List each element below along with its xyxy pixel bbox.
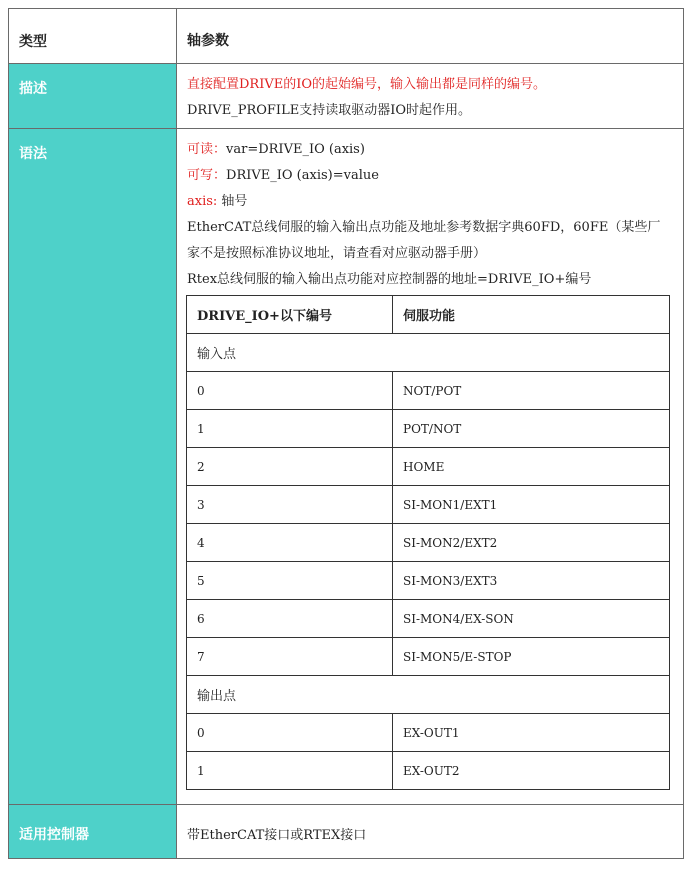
input-section-label: 输入点 (187, 334, 670, 372)
label-description: 描述 (9, 64, 177, 129)
io-function: EX-OUT1 (393, 714, 670, 752)
label-syntax: 语法 (9, 129, 177, 805)
row-controllers (9, 805, 684, 859)
description-line-2: DRIVE_PROFILE支持读取驱动器IO时起作用。 (187, 103, 471, 118)
io-mapping-table (186, 295, 670, 790)
io-number: 4 (187, 524, 393, 562)
io-function: SI-MON4/EX-SON (393, 600, 670, 638)
write-text: DRIVE_IO (axis)=value (226, 168, 379, 183)
io-function: HOME (393, 448, 670, 486)
col-header-number: DRIVE_IO+以下编号 (187, 296, 393, 334)
io-function: SI-MON1/EXT1 (393, 486, 670, 524)
table-row (187, 486, 670, 524)
row-type (9, 9, 684, 64)
output-section-row (187, 676, 670, 714)
io-number: 1 (187, 752, 393, 790)
table-row (187, 524, 670, 562)
col-header-function: 伺服功能 (393, 296, 670, 334)
io-number: 0 (187, 372, 393, 410)
syntax-write (187, 163, 673, 189)
row-description (9, 64, 684, 129)
row-syntax (9, 129, 684, 805)
io-table-header (187, 296, 670, 334)
ethercat-note: EtherCAT总线伺服的输入输出点功能及地址参考数据字典60FD，60FE（某些厂家不是按照标准协议地址，请查看对应驱动器手册） (187, 220, 661, 261)
table-row (187, 714, 670, 752)
label-type: 类型 (9, 9, 177, 64)
io-number: 5 (187, 562, 393, 600)
io-function: POT/NOT (393, 410, 670, 448)
table-row (187, 562, 670, 600)
io-number: 6 (187, 600, 393, 638)
axis-prefix: axis: (187, 194, 218, 209)
write-prefix: 可写： (187, 168, 227, 183)
table-row (187, 600, 670, 638)
syntax-read (187, 137, 673, 163)
io-function: NOT/POT (393, 372, 670, 410)
read-text: var=DRIVE_IO (axis) (226, 142, 365, 157)
table-row (187, 448, 670, 486)
read-prefix: 可读： (187, 142, 227, 157)
label-controllers: 适用控制器 (9, 805, 177, 859)
description-line-1: 直接配置DRIVE的IO的起始编号，输入输出都是同样的编号。 (187, 77, 547, 92)
io-function: SI-MON3/EXT3 (393, 562, 670, 600)
value-controllers: 带EtherCAT接口或RTEX接口 (177, 805, 684, 859)
io-number: 1 (187, 410, 393, 448)
io-number: 2 (187, 448, 393, 486)
table-row (187, 752, 670, 790)
value-type: 轴参数 (177, 9, 684, 64)
io-number: 7 (187, 638, 393, 676)
io-number: 0 (187, 714, 393, 752)
io-function: SI-MON2/EXT2 (393, 524, 670, 562)
axis-text: 轴号 (217, 194, 248, 209)
output-section-label: 输出点 (187, 676, 670, 714)
io-function: EX-OUT2 (393, 752, 670, 790)
input-section-row (187, 334, 670, 372)
syntax-axis (187, 189, 673, 215)
table-row (187, 372, 670, 410)
io-number: 3 (187, 486, 393, 524)
io-function: SI-MON5/E-STOP (393, 638, 670, 676)
parameter-table (8, 8, 684, 859)
table-row (187, 410, 670, 448)
table-row (187, 638, 670, 676)
rtex-note: Rtex总线伺服的输入输出点功能对应控制器的地址=DRIVE_IO+编号 (187, 272, 592, 287)
